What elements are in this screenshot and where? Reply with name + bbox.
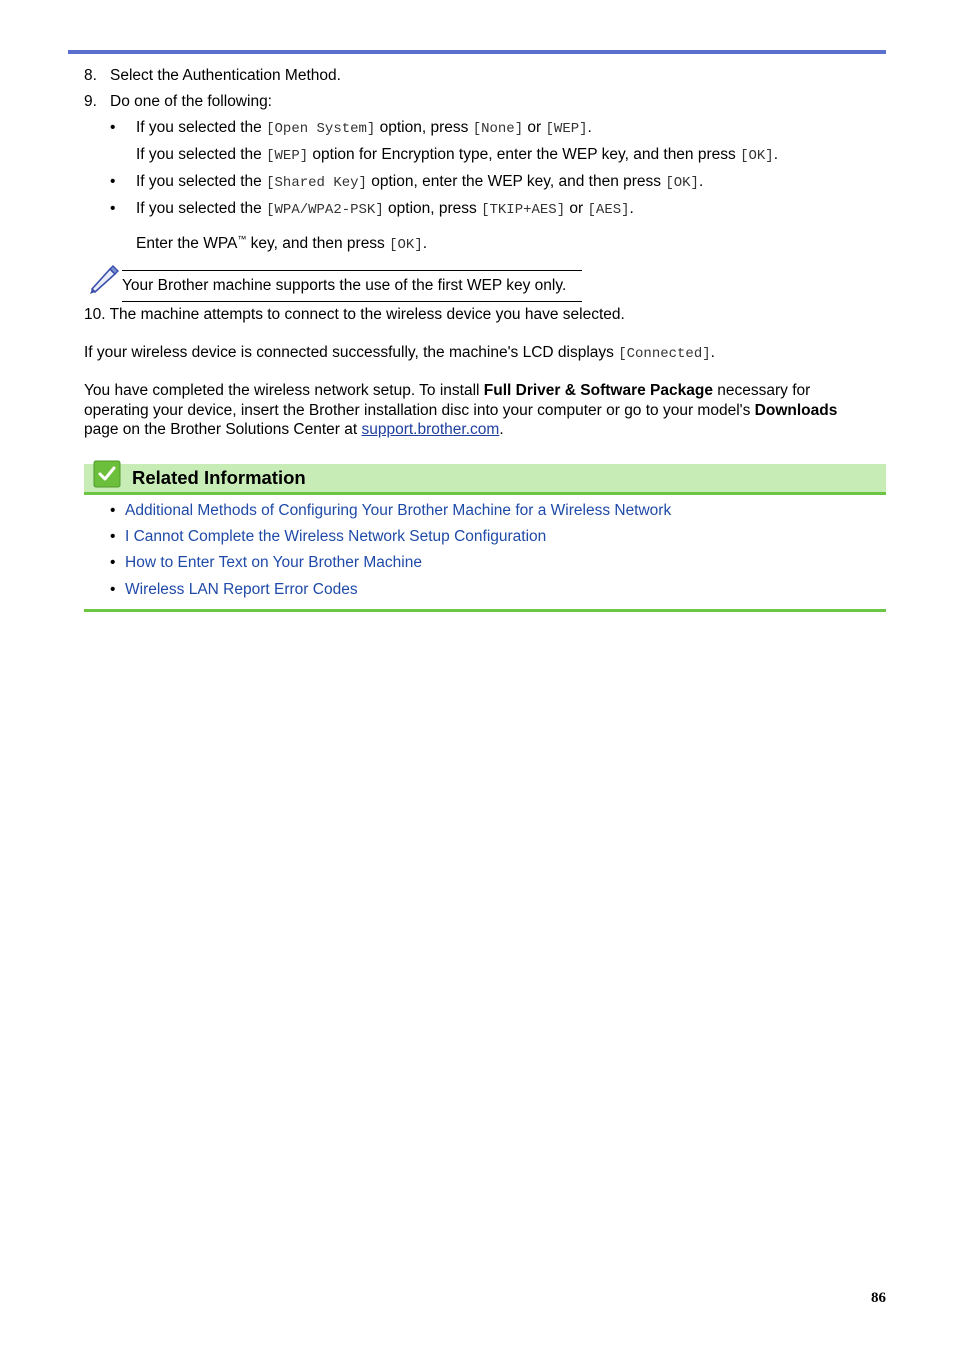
result-paragraph (84, 343, 715, 364)
text: . (773, 146, 778, 163)
enter-wpa-key (136, 229, 427, 255)
completed-line-1 (84, 381, 810, 401)
code-tkip-aes: [TKIP+AES] (481, 202, 566, 218)
code-open-system: [Open System] (266, 121, 376, 137)
text: option for Encryption type, enter the WEP key, and then press (308, 146, 741, 163)
option-shared-key (136, 172, 703, 193)
step-10 (84, 305, 625, 325)
bullet: • (110, 173, 116, 190)
bullet: • (110, 502, 116, 519)
checkmark-icon (93, 460, 121, 488)
step-10-text: The machine attempts to connect to the wireless device you have selected. (109, 306, 625, 323)
related-link-error-codes[interactable]: Wireless LAN Report Error Codes (125, 581, 358, 598)
step-10-number: 10. (84, 306, 106, 323)
text: option, press (383, 200, 482, 217)
related-information-footer-rule (84, 609, 886, 612)
text: If you selected the (136, 146, 267, 163)
text: or (565, 200, 588, 217)
downloads-label: Downloads (754, 402, 838, 419)
trademark: ™ (237, 234, 247, 244)
text: key, and then press (246, 235, 390, 253)
text: If you selected the (136, 119, 267, 136)
code-ok: [OK] (665, 175, 699, 191)
bullet: • (110, 200, 116, 217)
code-wep: [WEP] (266, 148, 309, 164)
note-box (122, 270, 582, 302)
text: . (499, 421, 504, 438)
text: . (629, 200, 634, 217)
page-number: 86 (871, 1290, 886, 1306)
text: operating your device, insert the Brother installation disc into your computer or go to your model's (84, 402, 755, 419)
code-ok: [OK] (389, 237, 423, 254)
code-none: [None] (472, 121, 524, 137)
text: You have completed the wireless network setup. To install (84, 382, 484, 399)
text: . (587, 119, 592, 136)
header-rule (68, 50, 886, 54)
text: If your wireless device is connected successfully, the machine's LCD displays (84, 344, 619, 361)
completed-line-2 (84, 401, 837, 421)
text: . (422, 235, 428, 253)
code-wpa-psk: [WPA/WPA2-PSK] (266, 202, 384, 218)
code-aes: [AES] (587, 202, 630, 218)
related-information-title: Related Information (132, 467, 306, 488)
step-8-text: Select the Authentication Method. (110, 67, 341, 84)
option-wep (136, 145, 778, 166)
text: If you selected the (136, 200, 267, 217)
bullet: • (110, 528, 116, 545)
text: . (710, 344, 715, 361)
text: page on the Brother Solutions Center at (84, 421, 362, 438)
related-information-header (84, 464, 886, 495)
bullet: • (110, 581, 116, 598)
code-connected: [Connected] (618, 346, 711, 362)
text: necessary for (712, 382, 811, 399)
related-link-cannot-complete[interactable]: I Cannot Complete the Wireless Network Setup Configuration (125, 528, 547, 545)
step-9-text: Do one of the following: (110, 93, 272, 110)
text: option, press (375, 119, 473, 136)
step-8-number: 8. (84, 67, 97, 84)
text: . (698, 173, 704, 190)
step-9-number: 9. (84, 93, 97, 110)
option-open-system (136, 118, 592, 139)
pencil-icon (86, 262, 120, 296)
code-shared-key: [Shared Key] (266, 175, 367, 191)
note-text: Your Brother machine supports the use of the first WEP key only. (122, 277, 567, 294)
text: option, enter the WEP key, and then press (366, 173, 666, 190)
related-link-additional-methods[interactable]: Additional Methods of Configuring Your Brother Machine for a Wireless Network (125, 502, 672, 519)
text: or (523, 119, 546, 136)
code-wep: [WEP] (545, 121, 588, 137)
option-wpa (136, 199, 634, 220)
support-link[interactable]: support.brother.com (361, 421, 500, 438)
related-link-enter-text[interactable]: How to Enter Text on Your Brother Machine (125, 554, 422, 571)
text: If you selected the (136, 173, 267, 190)
code-ok: [OK] (740, 148, 774, 164)
full-driver-package: Full Driver & Software Package (483, 382, 713, 399)
bullet: • (110, 119, 116, 136)
completed-line-3 (84, 420, 504, 440)
text: Enter the WPA (136, 235, 238, 253)
bullet: • (110, 554, 116, 571)
